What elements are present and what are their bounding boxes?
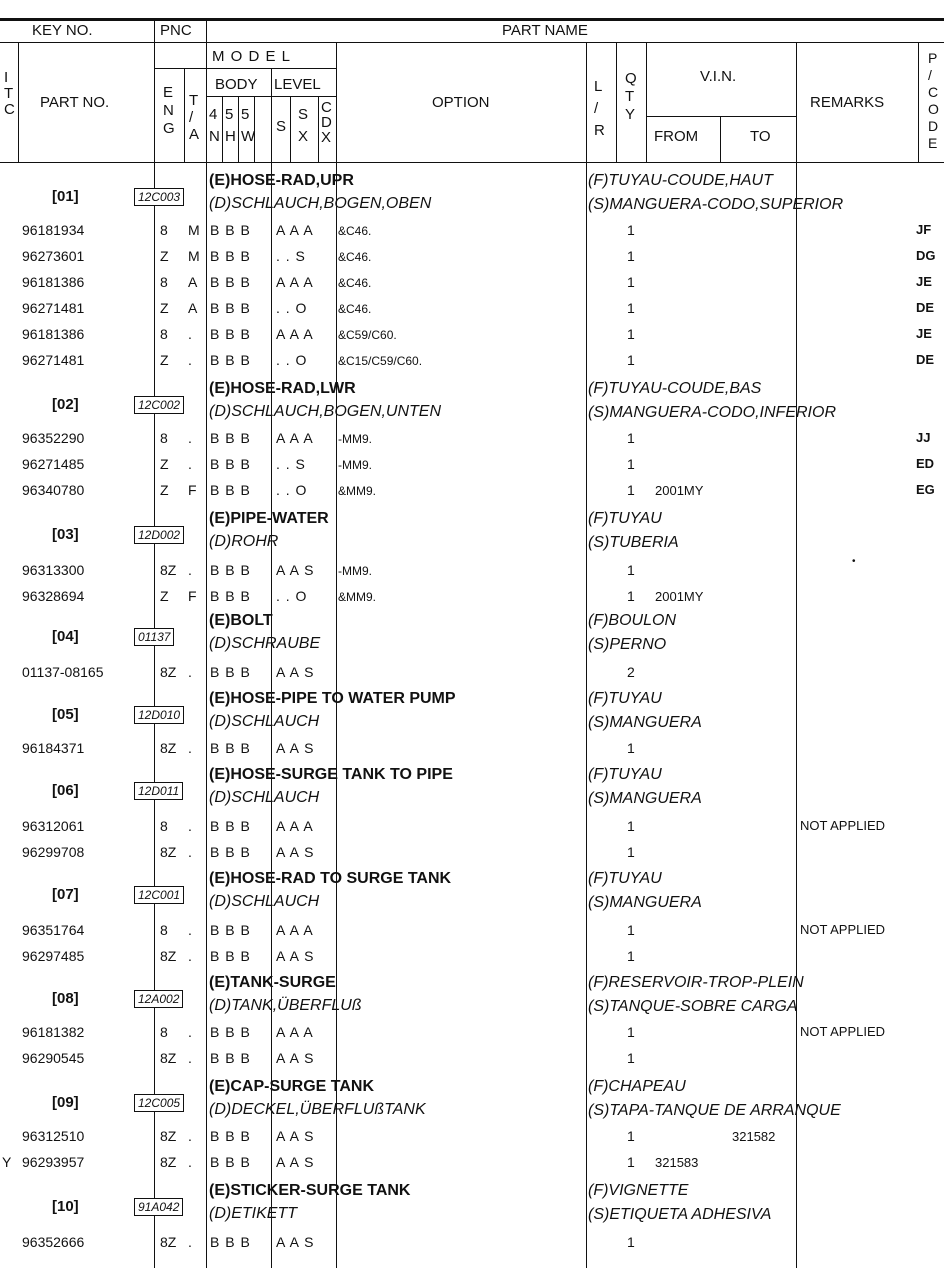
qty-header: Q T Y bbox=[625, 70, 637, 123]
pnc-code: 91A042 bbox=[134, 1198, 183, 1216]
quantity: 1 bbox=[627, 1234, 635, 1250]
product-code: DE bbox=[916, 352, 935, 367]
part-number: 96340780 bbox=[22, 482, 85, 498]
body-codes: B B B bbox=[210, 562, 251, 578]
level-codes: A A A bbox=[276, 430, 314, 446]
key-number: [03] bbox=[52, 526, 79, 543]
body-codes: B B B bbox=[210, 1154, 251, 1170]
ta-code: . bbox=[188, 1050, 192, 1066]
ta-code: . bbox=[188, 1024, 192, 1040]
ta-code: . bbox=[188, 456, 192, 472]
eng-code: 8 bbox=[160, 1024, 168, 1040]
part-name-fr: (F)VIGNETTE bbox=[588, 1182, 689, 1199]
part-name-fr: (F)CHAPEAU bbox=[588, 1078, 686, 1095]
ta-code: A bbox=[188, 300, 198, 316]
part-name-de: (D)SCHLAUCH bbox=[209, 713, 320, 730]
body-codes: B B B bbox=[210, 1128, 251, 1144]
part-number: 96312061 bbox=[22, 818, 85, 834]
product-code: JJ bbox=[916, 430, 931, 445]
eng-code: Z bbox=[160, 482, 169, 498]
part-name-de: (D)ETIKETT bbox=[209, 1205, 297, 1222]
key-number: [08] bbox=[52, 990, 79, 1007]
part-number: 96352290 bbox=[22, 430, 85, 446]
level-codes: A A A bbox=[276, 222, 314, 238]
remarks: NOT APPLIED bbox=[800, 1024, 886, 1039]
part-number: 96271481 bbox=[22, 352, 85, 368]
part-number: 96299708 bbox=[22, 844, 85, 860]
part-name-de: (D)DECKEL,ÜBERFLUßTANK bbox=[209, 1101, 426, 1118]
key-number: [01] bbox=[52, 188, 79, 205]
part-name-header: PART NAME bbox=[502, 22, 588, 39]
part-name-en: (E)HOSE-RAD TO SURGE TANK bbox=[209, 870, 452, 887]
part-name-de: (D)SCHLAUCH,BOGEN,UNTEN bbox=[209, 403, 442, 420]
eng-code: 8Z bbox=[160, 562, 177, 578]
part-name-en: (E)BOLT bbox=[209, 612, 273, 629]
part-number: 96271481 bbox=[22, 300, 85, 316]
option-code: &C15/C59/C60. bbox=[338, 354, 423, 368]
key-number: [09] bbox=[52, 1094, 79, 1111]
body-codes: B B B bbox=[210, 1234, 251, 1250]
quantity: 1 bbox=[627, 844, 635, 860]
quantity: 1 bbox=[627, 274, 635, 290]
key-number: [10] bbox=[52, 1198, 79, 1215]
part-number: 96312510 bbox=[22, 1128, 85, 1144]
ta-code: . bbox=[188, 430, 192, 446]
product-code: DE bbox=[916, 300, 935, 315]
part-name-fr: (F)BOULON bbox=[588, 612, 676, 629]
ta-code: F bbox=[188, 482, 197, 498]
level-codes: A A A bbox=[276, 922, 314, 938]
body-codes: B B B bbox=[210, 1050, 251, 1066]
body-codes: B B B bbox=[210, 352, 251, 368]
part-name-fr: (F)TUYAU bbox=[588, 766, 662, 783]
body-codes: B B B bbox=[210, 222, 251, 238]
ta-code: . bbox=[188, 562, 192, 578]
part-number: 96290545 bbox=[22, 1050, 85, 1066]
part-name-es: (S)TAPA-TANQUE DE ARRANQUE bbox=[588, 1102, 841, 1119]
part-number: 96181386 bbox=[22, 274, 85, 290]
part-no-header: PART NO. bbox=[40, 94, 110, 111]
remarks-header: REMARKS bbox=[810, 94, 885, 111]
eng-code: 8Z bbox=[160, 948, 177, 964]
eng-code: 8 bbox=[160, 818, 168, 834]
part-name-de: (D)SCHLAUCH bbox=[209, 789, 320, 806]
level-codes: A A A bbox=[276, 326, 314, 342]
quantity: 1 bbox=[627, 1050, 635, 1066]
body-codes: B B B bbox=[210, 274, 251, 290]
part-name-en: (E)CAP-SURGE TANK bbox=[209, 1078, 375, 1095]
part-name-es: (S)MANGUERA bbox=[588, 714, 702, 731]
eng-code: 8Z bbox=[160, 1050, 177, 1066]
key-number: [05] bbox=[52, 706, 79, 723]
part-name-en: (E)TANK-SURGE bbox=[209, 974, 336, 991]
part-number: 96293957 bbox=[22, 1154, 85, 1170]
part-number: 96352666 bbox=[22, 1234, 85, 1250]
quantity: 1 bbox=[627, 222, 635, 238]
product-code: JE bbox=[916, 274, 932, 289]
ta-code: A bbox=[188, 274, 198, 290]
ta-code: . bbox=[188, 948, 192, 964]
quantity: 1 bbox=[627, 430, 635, 446]
eng-code: 8 bbox=[160, 430, 168, 446]
key-number: [02] bbox=[52, 396, 79, 413]
remarks: NOT APPLIED bbox=[800, 922, 886, 937]
part-name-en: (E)HOSE-PIPE TO WATER PUMP bbox=[209, 690, 456, 707]
lr-header: L / R bbox=[594, 78, 605, 139]
part-number: 96181382 bbox=[22, 1024, 85, 1040]
option-code: &MM9. bbox=[338, 484, 377, 498]
part-name-es: (S)TANQUE-SOBRE CARGA bbox=[588, 998, 798, 1015]
option-code: -MM9. bbox=[338, 564, 372, 578]
key-no-header: KEY NO. bbox=[32, 22, 93, 39]
option-header: OPTION bbox=[432, 94, 490, 111]
ta-code: . bbox=[188, 664, 192, 680]
pnc-code: 01137 bbox=[134, 628, 174, 646]
part-number: 96273601 bbox=[22, 248, 85, 264]
quantity: 1 bbox=[627, 818, 635, 834]
body-codes: B B B bbox=[210, 1024, 251, 1040]
ta-code: M bbox=[188, 222, 200, 238]
part-name-de: (D)SCHLAUCH bbox=[209, 893, 320, 910]
part-name-fr: (F)RESERVOIR-TROP-PLEIN bbox=[588, 974, 804, 991]
body-col-4n: 4 N bbox=[209, 106, 220, 145]
body-codes: B B B bbox=[210, 922, 251, 938]
part-name-en: (E)HOSE-SURGE TANK TO PIPE bbox=[209, 766, 453, 783]
ta-code: . bbox=[188, 922, 192, 938]
level-codes: A A A bbox=[276, 1024, 314, 1040]
option-code: &C46. bbox=[338, 250, 372, 264]
key-number: [06] bbox=[52, 782, 79, 799]
eng-code: 8Z bbox=[160, 1234, 177, 1250]
vin-from: 2001MY bbox=[655, 483, 704, 498]
eng-code: Z bbox=[160, 352, 169, 368]
ta-code: . bbox=[188, 818, 192, 834]
vin-from: 321583 bbox=[655, 1155, 699, 1170]
body-codes: B B B bbox=[210, 818, 251, 834]
part-name-es: (S)TUBERIA bbox=[588, 534, 679, 551]
part-number: 96328694 bbox=[22, 588, 85, 604]
eng-code: 8Z bbox=[160, 844, 177, 860]
part-name-fr: (F)TUYAU bbox=[588, 510, 662, 527]
pnc-header: PNC bbox=[160, 22, 192, 39]
itc-mark: Y bbox=[2, 1154, 12, 1170]
level-header: LEVEL bbox=[274, 76, 321, 93]
body-codes: B B B bbox=[210, 248, 251, 264]
quantity: 1 bbox=[627, 562, 635, 578]
part-number: 96184371 bbox=[22, 740, 85, 756]
quantity: 1 bbox=[627, 1154, 635, 1170]
part-name-de: (D)SCHRAUBE bbox=[209, 635, 321, 652]
level-codes: . . S bbox=[276, 248, 306, 264]
quantity: 1 bbox=[627, 300, 635, 316]
part-name-fr: (F)TUYAU bbox=[588, 690, 662, 707]
to-header: TO bbox=[750, 128, 771, 145]
remarks: NOT APPLIED bbox=[800, 818, 886, 833]
eng-code: Z bbox=[160, 248, 169, 264]
part-name-de: (D)TANK,ÜBERFLUß bbox=[209, 997, 362, 1014]
level-codes: . . O bbox=[276, 482, 308, 498]
pnc-code: 12A002 bbox=[134, 990, 183, 1008]
body-col-5h: 5 H bbox=[225, 106, 236, 145]
eng-code: 8Z bbox=[160, 1128, 177, 1144]
quantity: 1 bbox=[627, 948, 635, 964]
body-codes: B B B bbox=[210, 948, 251, 964]
level-codes: . . S bbox=[276, 456, 306, 472]
pnc-code: 12C002 bbox=[134, 396, 184, 414]
level-codes: A A S bbox=[276, 1234, 315, 1250]
itc-header: I T C bbox=[4, 69, 15, 118]
part-name-de: (D)ROHR bbox=[209, 533, 279, 550]
level-codes: A A S bbox=[276, 844, 315, 860]
quantity: 2 bbox=[627, 664, 635, 680]
vin-to: 321582 bbox=[732, 1129, 776, 1144]
quantity: 1 bbox=[627, 352, 635, 368]
level-codes: A A S bbox=[276, 664, 315, 680]
level-codes: A A S bbox=[276, 1128, 315, 1144]
level-codes: . . O bbox=[276, 588, 308, 604]
ta-code: . bbox=[188, 844, 192, 860]
eng-header: E N G bbox=[163, 84, 175, 137]
level-codes: . . O bbox=[276, 352, 308, 368]
ta-code: . bbox=[188, 1234, 192, 1250]
eng-code: 8 bbox=[160, 222, 168, 238]
quantity: 1 bbox=[627, 588, 635, 604]
body-codes: B B B bbox=[210, 588, 251, 604]
level-col-s: S bbox=[276, 118, 287, 135]
product-code: JF bbox=[916, 222, 932, 237]
part-number: 96181934 bbox=[22, 222, 85, 238]
product-code: DG bbox=[916, 248, 936, 263]
eng-code: 8 bbox=[160, 326, 168, 342]
quantity: 1 bbox=[627, 456, 635, 472]
level-col-sx: S X bbox=[298, 106, 309, 145]
level-codes: A A S bbox=[276, 1050, 315, 1066]
part-name-es: (S)PERNO bbox=[588, 636, 667, 653]
part-number: 96297485 bbox=[22, 948, 85, 964]
product-code: EG bbox=[916, 482, 935, 497]
part-name-es: (S)MANGUERA-CODO,INFERIOR bbox=[588, 404, 836, 421]
model-header: M O D E L bbox=[212, 48, 292, 65]
part-name-en: (E)PIPE-WATER bbox=[209, 510, 329, 527]
part-name-es: (S)MANGUERA bbox=[588, 790, 702, 807]
option-code: &C46. bbox=[338, 302, 372, 316]
ta-code: F bbox=[188, 588, 197, 604]
eng-code: Z bbox=[160, 300, 169, 316]
ta-code: . bbox=[188, 740, 192, 756]
option-code: -MM9. bbox=[338, 432, 372, 446]
pnc-code: 12D002 bbox=[134, 526, 184, 544]
quantity: 1 bbox=[627, 326, 635, 342]
part-name-es: (S)MANGUERA-CODO,SUPERIOR bbox=[588, 196, 844, 213]
quantity: 1 bbox=[627, 922, 635, 938]
part-name-en: (E)STICKER-SURGE TANK bbox=[209, 1182, 411, 1199]
ta-code: . bbox=[188, 1128, 192, 1144]
part-number: 01137-08165 bbox=[22, 664, 104, 680]
eng-code: 8 bbox=[160, 274, 168, 290]
option-code: &MM9. bbox=[338, 590, 377, 604]
key-number: [04] bbox=[52, 628, 79, 645]
level-codes: A A S bbox=[276, 562, 315, 578]
body-header: BODY bbox=[215, 76, 258, 93]
level-codes: A A S bbox=[276, 948, 315, 964]
product-code: JE bbox=[916, 326, 932, 341]
stray-dot: • bbox=[852, 556, 856, 567]
part-name-es: (S)MANGUERA bbox=[588, 894, 702, 911]
quantity: 1 bbox=[627, 1128, 635, 1144]
eng-code: Z bbox=[160, 588, 169, 604]
part-number: 96351764 bbox=[22, 922, 85, 938]
body-codes: B B B bbox=[210, 300, 251, 316]
body-codes: B B B bbox=[210, 740, 251, 756]
option-code: &C46. bbox=[338, 276, 372, 290]
pnc-code: 12C001 bbox=[134, 886, 184, 904]
ta-code: . bbox=[188, 352, 192, 368]
ta-code: . bbox=[188, 1154, 192, 1170]
ta-code: M bbox=[188, 248, 200, 264]
level-codes: A A A bbox=[276, 274, 314, 290]
option-code: -MM9. bbox=[338, 458, 372, 472]
option-code: &C59/C60. bbox=[338, 328, 397, 342]
body-codes: B B B bbox=[210, 430, 251, 446]
vin-header: V.I.N. bbox=[700, 68, 737, 85]
body-col-5w: 5 W bbox=[241, 106, 256, 145]
quantity: 1 bbox=[627, 248, 635, 264]
key-number: [07] bbox=[52, 886, 79, 903]
pnc-code: 12C005 bbox=[134, 1094, 184, 1112]
level-codes: A A S bbox=[276, 740, 315, 756]
pnc-code: 12C003 bbox=[134, 188, 184, 206]
product-code: ED bbox=[916, 456, 935, 471]
part-number: 96313300 bbox=[22, 562, 85, 578]
level-codes: A A S bbox=[276, 1154, 315, 1170]
body-codes: B B B bbox=[210, 456, 251, 472]
body-codes: B B B bbox=[210, 326, 251, 342]
body-codes: B B B bbox=[210, 844, 251, 860]
body-codes: B B B bbox=[210, 482, 251, 498]
quantity: 1 bbox=[627, 1024, 635, 1040]
eng-code: 8 bbox=[160, 922, 168, 938]
pcode-header: P / C O D E bbox=[928, 50, 939, 151]
level-codes: . . O bbox=[276, 300, 308, 316]
part-name-en: (E)HOSE-RAD,UPR bbox=[209, 172, 354, 189]
body-codes: B B B bbox=[210, 664, 251, 680]
part-name-fr: (F)TUYAU bbox=[588, 870, 662, 887]
pnc-code: 12D011 bbox=[134, 782, 183, 800]
eng-code: 8Z bbox=[160, 664, 177, 680]
eng-code: 8Z bbox=[160, 1154, 177, 1170]
level-col-cdx: C D X bbox=[321, 99, 332, 146]
eng-code: 8Z bbox=[160, 740, 177, 756]
option-code: &C46. bbox=[338, 224, 372, 238]
ta-code: . bbox=[188, 326, 192, 342]
level-codes: A A A bbox=[276, 818, 314, 834]
pnc-code: 12D010 bbox=[134, 706, 184, 724]
vin-from: 2001MY bbox=[655, 589, 704, 604]
quantity: 1 bbox=[627, 740, 635, 756]
quantity: 1 bbox=[627, 482, 635, 498]
from-header: FROM bbox=[654, 128, 699, 145]
part-number: 96271485 bbox=[22, 456, 85, 472]
part-name-es: (S)ETIQUETA ADHESIVA bbox=[588, 1206, 772, 1223]
part-number: 96181386 bbox=[22, 326, 85, 342]
part-name-de: (D)SCHLAUCH,BOGEN,OBEN bbox=[209, 195, 432, 212]
part-name-en: (E)HOSE-RAD,LWR bbox=[209, 380, 356, 397]
eng-code: Z bbox=[160, 456, 169, 472]
part-name-fr: (F)TUYAU-COUDE,BAS bbox=[588, 380, 762, 397]
part-name-fr: (F)TUYAU-COUDE,HAUT bbox=[588, 172, 773, 189]
ta-header: T / A bbox=[189, 92, 200, 143]
